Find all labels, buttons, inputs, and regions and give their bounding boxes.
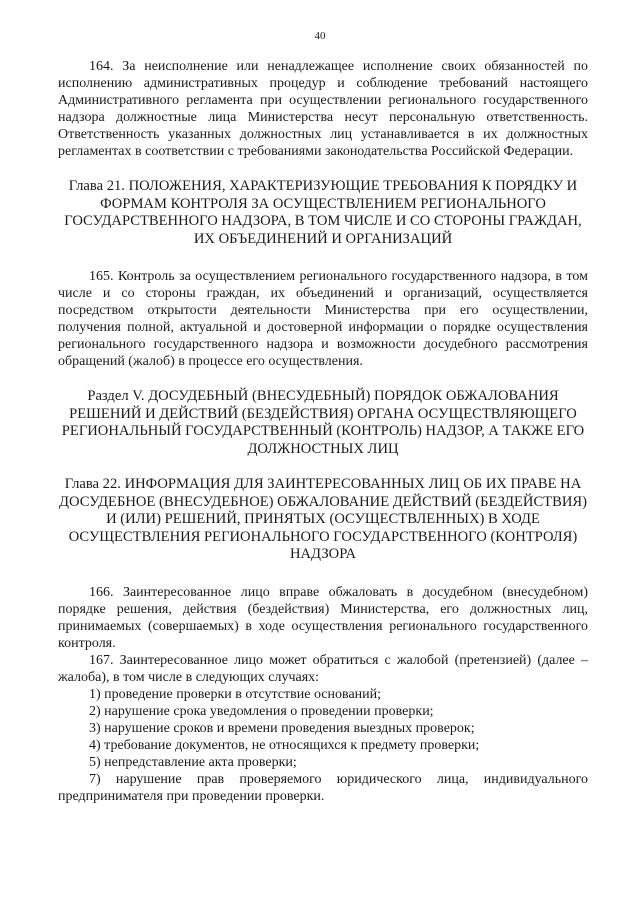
list-item: 5) непредставление акта проверки;	[89, 754, 297, 770]
document-body	[58, 58, 588, 805]
list-item: 2) нарушение срока уведомления о проведении проверки;	[89, 703, 434, 719]
list-item: 7) нарушение прав проверяемого юридического лица, индивидуального предпринимателя при проведении проверки.	[58, 771, 588, 804]
section-5-heading: Раздел V. ДОСУДЕБНЫЙ (ВНЕСУДЕБНЫЙ) ПОРЯДОК ОБЖАЛОВАНИЯ РЕШЕНИЙ И ДЕЙСТВИЙ (БЕЗДЕЙСТВИЯ) ОРГАНА ОСУЩЕСТВЛЯЮЩЕГО РЕГИОНАЛЬНЫЙ ГОСУДАРСТВЕННЫЙ (КОНТРОЛЬ) НАДЗОР, А ТАКЖЕ ЕГО ДОЛЖНОСТНЫХ ЛИЦ	[61, 388, 585, 457]
chapter-22-heading: Глава 22. ИНФОРМАЦИЯ ДЛЯ ЗАИНТЕРЕСОВАННЫХ ЛИЦ ОБ ИХ ПРАВЕ НА ДОСУДЕБНОЕ (ВНЕСУДЕБНОЕ) ОБЖАЛОВАНИЕ ДЕЙСТВИЙ (БЕЗДЕЙСТВИЯ) И (ИЛИ) РЕШЕНИЙ, ПРИНЯТЫХ (ОСУЩЕСТВЛЕННЫХ) В ХОДЕ ОСУЩЕСТВЛЕНИЯ РЕГИОНАЛЬНОГО ГОСУДАРСТВЕННОГО (КОНТРОЛЯ) НАДЗОРА	[59, 476, 587, 562]
paragraph-167: 167. Заинтересованное лицо может обратиться с жалобой (претензией) (далее – жалоба), в том числе в следующих случаях:	[58, 652, 588, 685]
chapter-21-heading: Глава 21. ПОЛОЖЕНИЯ, ХАРАКТЕРИЗУЮЩИЕ ТРЕБОВАНИЯ К ПОРЯДКУ И ФОРМАМ КОНТРОЛЯ ЗА ОСУЩЕСТВЛЕНИЕМ РЕГИОНАЛЬНОГО ГОСУДАРСТВЕННОГО НАДЗОРА, В ТОМ ЧИСЛЕ И СО СТОРОНЫ ГРАЖДАН, ИХ ОБЪЕДИНЕНИЙ И ОРГАНИЗАЦИЙ	[64, 178, 582, 247]
paragraph-164: 164. За неисполнение или ненадлежащее исполнение своих обязанностей по исполнению административных процедур и соблюдение требований настоящего Административного регламента при осуществлении регионального государственного надзора должностные лица Министерства несут персональную ответственность. Ответственность указанных должностных лиц устанавливается в их должностных регламентах в соответствии с требованиями законодательства Российской Федерации.	[58, 59, 588, 159]
paragraph-166: 166. Заинтересованное лицо вправе обжаловать в досудебном (внесудебном) порядке решения, действия (бездействия) Министерства, его должностных лиц, принимаемых (совершаемых) в ходе осуществления регионального государственного контроля.	[58, 584, 588, 651]
paragraph-165: 165. Контроль за осуществлением регионального государственного надзора, в том числе и со стороны граждан, их объединений и организаций, осуществляется посредством открытости деятельности Министерства при его осуществлении, получения полной, актуальной и достоверной информации о порядке осуществления регионального государственного надзора и возможности досудебного рассмотрения обращений (жалоб) в процессе его осуществления.	[58, 269, 588, 369]
list-item: 4) требование документов, не относящихся к предмету проверки;	[89, 737, 480, 753]
page-number: 40	[314, 30, 326, 42]
list-item: 1) проведение проверки в отсутствие оснований;	[89, 686, 382, 702]
list-item: 3) нарушение сроков и времени проведения выездных проверок;	[89, 720, 475, 736]
